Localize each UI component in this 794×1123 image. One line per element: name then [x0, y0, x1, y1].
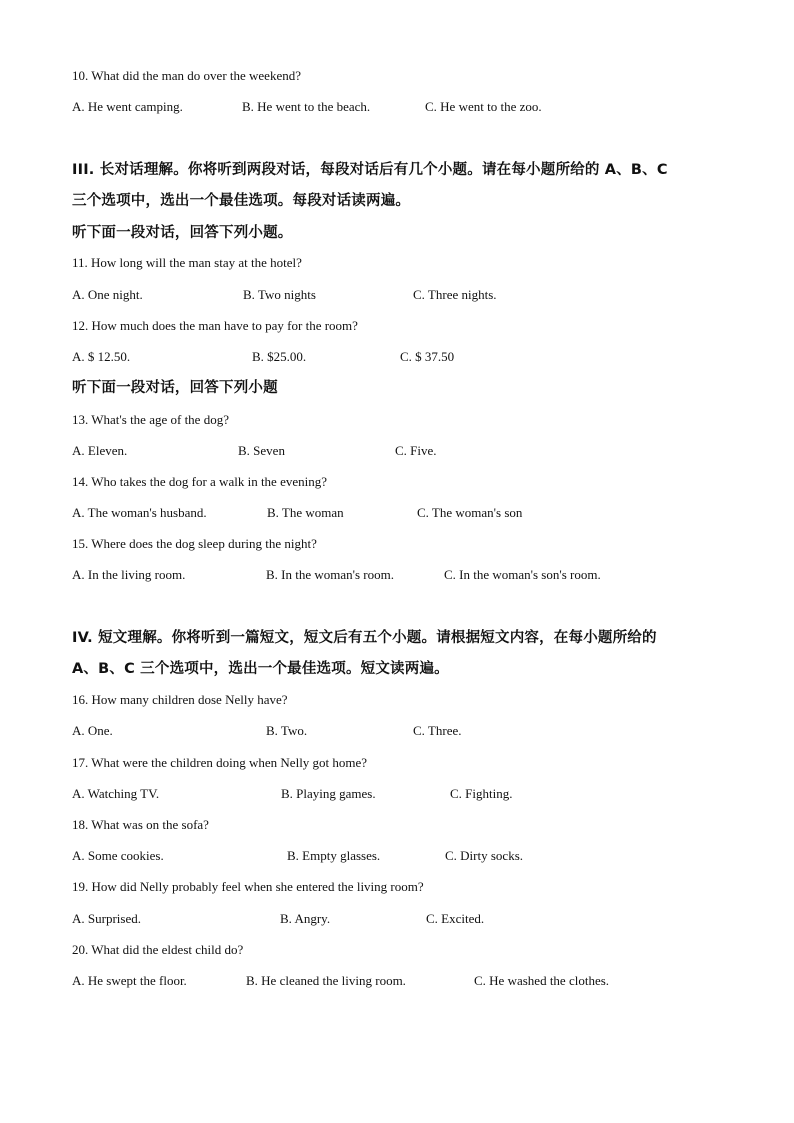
question-15: 15. Where does the dog sleep during the night?: [72, 536, 317, 551]
option-12-b: B. $25.00.: [252, 349, 307, 364]
option-19-b: B. Angry.: [280, 911, 331, 926]
option-13-b: B. Seven: [238, 443, 285, 458]
option-15-c: C. In the woman's son's room.: [444, 567, 601, 582]
option-18-c: C. Dirty socks.: [445, 848, 523, 863]
section-3-subheading-2: 听下面一段对话，回答下列小题: [72, 380, 278, 396]
section-3-instruction-line-1: III. 长对话理解。你将听到两段对话，每段对话后有几个小题。请在每小题所给的 A、B、C: [72, 162, 668, 178]
option-18-a: A. Some cookies.: [72, 848, 164, 863]
option-19-c: C. Excited.: [426, 911, 485, 926]
option-11-b: B. Two nights: [243, 287, 316, 302]
options-12: [72, 349, 772, 365]
option-13-c: C. Five.: [395, 443, 437, 458]
option-15-b: B. In the woman's room.: [266, 567, 394, 582]
option-14-b: B. The woman: [267, 505, 344, 520]
option-13-a: A. Eleven.: [72, 443, 128, 458]
question-10: 10. What did the man do over the weekend?: [72, 68, 301, 83]
question-19: 19. How did Nelly probably feel when she entered the living room?: [72, 879, 424, 894]
option-10-a: A. He went camping.: [72, 99, 183, 114]
options-10: [72, 99, 772, 115]
question-20: 20. What did the eldest child do?: [72, 942, 244, 957]
question-18: 18. What was on the sofa?: [72, 817, 209, 832]
option-19-a: A. Surprised.: [72, 911, 141, 926]
question-14: 14. Who takes the dog for a walk in the evening?: [72, 474, 327, 489]
section-4-instruction-line-1: IV. 短文理解。你将听到一篇短文，短文后有五个小题。请根据短文内容，在每小题所给的: [72, 630, 657, 646]
section-3-instruction-line-2: 三个选项中，选出一个最佳选项。每段对话读两遍。: [72, 193, 411, 209]
question-13: 13. What's the age of the dog?: [72, 412, 229, 427]
option-20-a: A. He swept the floor.: [72, 973, 187, 988]
option-12-c: C. $ 37.50: [400, 349, 455, 364]
option-20-b: B. He cleaned the living room.: [246, 973, 406, 988]
option-11-c: C. Three nights.: [413, 287, 497, 302]
options-11: [72, 287, 772, 303]
question-17: 17. What were the children doing when Nelly got home?: [72, 755, 368, 770]
section-4-instruction-line-2: A、B、C 三个选项中，选出一个最佳选项。短文读两遍。: [72, 661, 449, 677]
option-16-b: B. Two.: [266, 723, 308, 738]
option-14-c: C. The woman's son: [417, 505, 523, 520]
option-17-b: B. Playing games.: [281, 786, 376, 801]
option-10-b: B. He went to the beach.: [242, 99, 371, 114]
options-13: [72, 443, 772, 459]
option-12-a: A. $ 12.50.: [72, 349, 131, 364]
options-16: [72, 723, 772, 739]
question-16: 16. How many children dose Nelly have?: [72, 692, 288, 707]
options-20: [72, 973, 772, 989]
options-18: [72, 848, 772, 864]
option-17-c: C. Fighting.: [450, 786, 513, 801]
section-3-subheading-1: 听下面一段对话，回答下列小题。: [72, 225, 293, 241]
option-18-b: B. Empty glasses.: [287, 848, 381, 863]
option-11-a: A. One night.: [72, 287, 143, 302]
option-10-c: C. He went to the zoo.: [425, 99, 542, 114]
option-16-a: A. One.: [72, 723, 113, 738]
options-15: [72, 567, 772, 583]
options-14: [72, 505, 772, 521]
option-15-a: A. In the living room.: [72, 567, 186, 582]
options-19: [72, 911, 772, 927]
option-16-c: C. Three.: [413, 723, 462, 738]
option-20-c: C. He washed the clothes.: [474, 973, 610, 988]
option-17-a: A. Watching TV.: [72, 786, 160, 801]
options-17: [72, 786, 772, 802]
question-11: 11. How long will the man stay at the hotel?: [72, 255, 302, 270]
option-14-a: A. The woman's husband.: [72, 505, 207, 520]
question-12: 12. How much does the man have to pay for the room?: [72, 318, 358, 333]
